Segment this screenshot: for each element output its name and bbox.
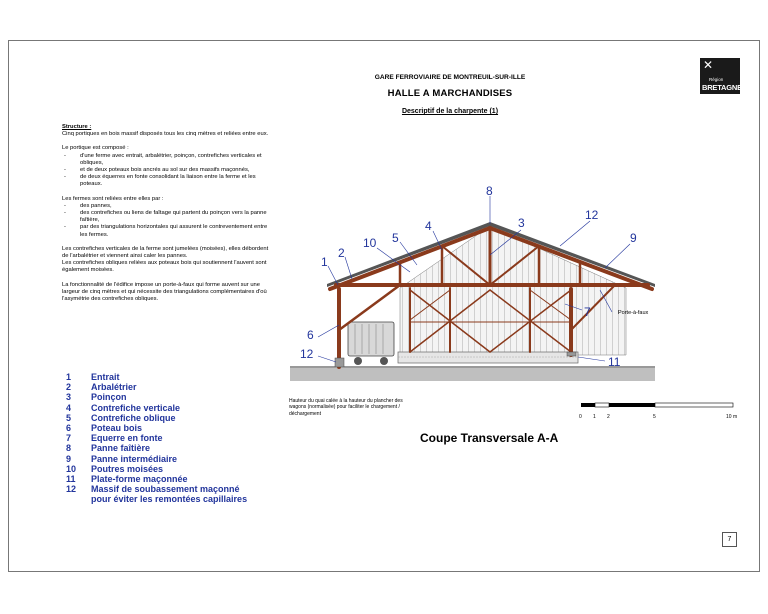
footing-left: [335, 358, 344, 367]
legend-label: Massif de soubassement maçonné: [91, 484, 240, 495]
callout-12-right: 12: [585, 208, 599, 222]
portique-item: - de deux équerres en fonte consolidant la liaison entre la ferme et les poteaux.: [62, 174, 272, 188]
legend-number: 3: [66, 392, 72, 403]
callout-4: 4: [425, 219, 432, 233]
ground-hatch: [290, 368, 655, 381]
callout-11: 11: [608, 355, 621, 369]
legend-label: Contrefiche oblique: [91, 412, 176, 423]
scale-bar: [579, 403, 737, 420]
callout-8: 8: [486, 184, 493, 198]
structure-text: Cinq portiques en bois massif disposés tous les cinq mètres et reliées entre eux.: [62, 131, 269, 138]
quai-height-note: Hauteur du quai calée à la hauteur du plancher des wagons (normalisée) pour faciliter le chargement / déchargement: [289, 398, 403, 417]
callout-7: 7: [584, 305, 591, 319]
para-contrefiches: Les contrefiches verticales de la ferme sont jumelées (moisées), elles débordent de l'arbalétrier et viennent ainsi caler les pannes.: [62, 245, 269, 260]
portique-item: - et de deux poteaux bois ancrés au sol sur des massifs maçonnés,: [62, 167, 272, 174]
legend-number: 1: [66, 372, 72, 382]
legend-label: Poteau bois: [91, 423, 143, 434]
legend-label: Poutres moisées: [91, 463, 164, 474]
legend-label: pour éviter les remontées capillaires: [91, 494, 248, 505]
wagon: [348, 322, 394, 365]
page-title: HALLE A MARCHANDISES: [387, 88, 513, 99]
masonry-platform: [398, 352, 578, 363]
bretagne-ermine-icon: ✕: [703, 58, 714, 72]
structure-heading: Structure :: [62, 124, 92, 130]
callout-2: 2: [338, 246, 345, 260]
porte-a-faux-label: Porte-à-faux: [618, 310, 649, 316]
callout-10: 10: [363, 236, 377, 250]
legend-label: Plate-forme maçonnée: [91, 474, 188, 485]
scale-tick-2: 2: [607, 414, 610, 420]
footing-right: [567, 352, 576, 356]
legend-label: Panne faîtière: [91, 443, 151, 454]
fermes-item: - des pannes,: [62, 203, 272, 210]
callout-6: 6: [307, 328, 314, 342]
callout-9: 9: [630, 231, 637, 245]
callout-3: 3: [518, 216, 525, 230]
portique-intro: Le portique est composé :: [62, 145, 129, 152]
drawing-caption: Coupe Transversale A-A: [420, 431, 559, 445]
scale-tick-1: 1: [593, 414, 596, 420]
legend-number: 2: [66, 382, 72, 393]
legend-number: 7: [66, 433, 72, 444]
page-number: 7: [722, 532, 737, 547]
legend-label: Entrait: [91, 372, 120, 382]
legend-number: 12: [66, 484, 77, 495]
legend-label: Arbalétrier: [91, 382, 137, 393]
logo-big-text: BRETAGNE: [702, 83, 742, 92]
legend-label: Contrefiche verticale: [91, 402, 181, 413]
legend-number: 10: [66, 463, 77, 474]
legend-number: 6: [66, 423, 72, 434]
scale-tick-5: 5: [653, 414, 656, 420]
legend-number: 11: [66, 474, 76, 485]
page-subtitle: Descriptif de la charpente (1): [401, 108, 499, 115]
legend-label: Poinçon: [91, 392, 127, 403]
legend-number: 9: [66, 453, 72, 464]
callout-12-left: 12: [300, 347, 314, 361]
portique-item: - d'une ferme avec entrait, arbalétrier, poinçon, contrefiches verticales et obliques,: [62, 153, 272, 167]
para-obliques: Les contrefiches obliques reliées aux poteaux bois qui soutiennent l'auvent sont également moisées.: [62, 260, 267, 274]
callout-5: 5: [392, 231, 399, 245]
para-fonction: La fonctionnalité de l'édifice impose un porte-à-faux qui forme auvent sur une largeur de cinq mètres et qui nécessite des triangulations complémentaires d'où l'asymétrie des contrefiches obliques.: [62, 281, 267, 303]
station-name: GARE FERROVIAIRE DE MONTREUIL-SUR-ILLE: [374, 74, 526, 81]
logo-small-text: Région: [709, 77, 724, 82]
legend-number: 5: [66, 412, 72, 423]
fermes-intro: Les fermes sont reliées entre elles par :: [62, 195, 164, 202]
legend-number: 8: [66, 443, 72, 454]
legend-label: Panne intermédiaire: [91, 453, 178, 464]
scale-tick-0: 0: [579, 414, 582, 420]
legend-label: Equerre en fonte: [91, 433, 163, 444]
callout-1: 1: [321, 255, 328, 269]
scale-tick-10: 10 m: [726, 414, 738, 420]
fermes-item: - des contrefiches ou liens de faîtage qui partent du poinçon vers la panne faîtière,: [62, 210, 272, 224]
legend-number: 4: [66, 402, 72, 413]
fermes-item: - par des triangulations horizontales qui assurent le contreventement entre les fermes.: [62, 224, 272, 238]
